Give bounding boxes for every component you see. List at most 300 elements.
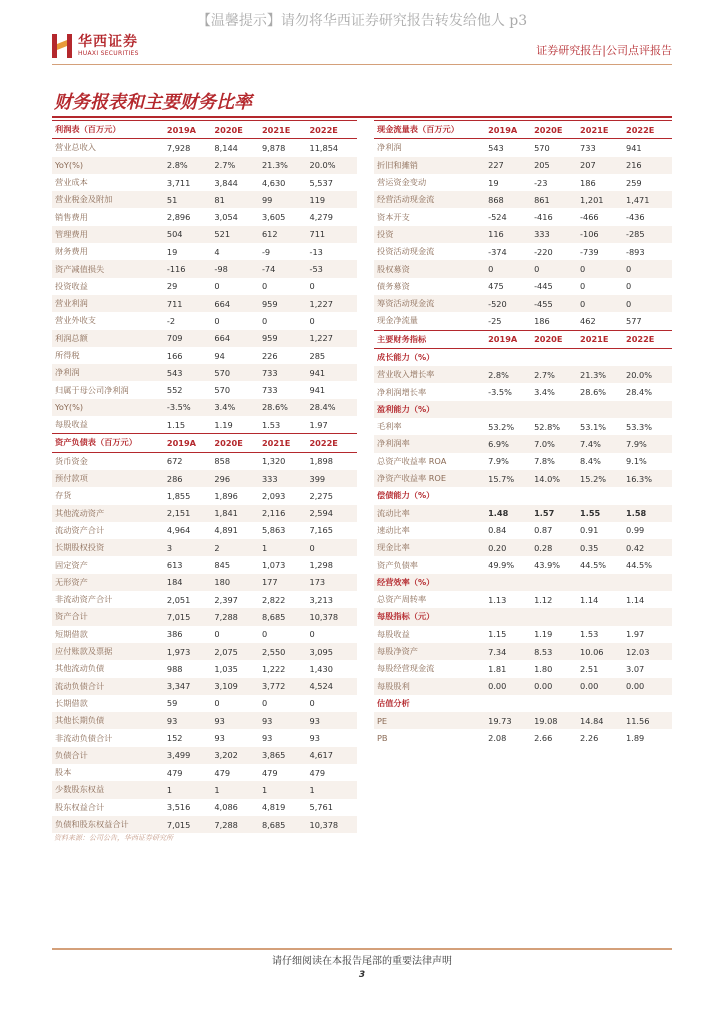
table-row <box>52 608 357 625</box>
table-row <box>52 487 357 504</box>
cell-value: -520 <box>488 298 507 309</box>
cell-value: 1.53 <box>580 629 599 640</box>
cell-value: 1.13 <box>488 594 507 605</box>
cell-value: 94 <box>214 350 225 361</box>
cell-value: 1,898 <box>309 456 333 467</box>
cell-value: 4,630 <box>261 177 286 188</box>
cell-value: 1,073 <box>261 560 286 571</box>
cell-value: 10,378 <box>309 611 339 622</box>
cell-value: -455 <box>534 298 553 309</box>
cell-value: 0.42 <box>626 542 645 553</box>
cell-value: 2,275 <box>309 490 333 501</box>
cell-value: 333 <box>261 473 278 484</box>
row-label: 营业外收支 <box>55 315 96 326</box>
cell-value: 711 <box>309 229 326 240</box>
table-row <box>52 157 357 174</box>
cell-value: 0.20 <box>488 542 507 553</box>
cell-value: 2.8% <box>488 369 509 380</box>
table-row <box>52 781 357 798</box>
row-label: 股权募资 <box>377 263 410 274</box>
cell-value: 1,973 <box>166 646 191 657</box>
cell-value: 988 <box>166 663 183 674</box>
cell-value: 664 <box>214 298 231 309</box>
cell-value: 2 <box>214 542 220 553</box>
cell-value: 227 <box>488 160 504 171</box>
cell-value: 4,891 <box>214 525 238 536</box>
row-label: 净利润率 <box>377 438 410 449</box>
cell-value: 81 <box>214 194 225 205</box>
cell-value: 858 <box>214 456 231 467</box>
row-label: 所得税 <box>55 350 80 360</box>
row-label: 总资产周转率 <box>377 594 427 605</box>
row-label: 折旧和摊销 <box>377 159 418 170</box>
ratio-group-header <box>374 401 672 418</box>
cell-value: 504 <box>166 229 183 240</box>
document-type: 证券研究报告|公司点评报告 <box>536 44 672 57</box>
cell-value: 0 <box>214 629 220 640</box>
cell-value: 1.19 <box>534 629 553 640</box>
cell-value: 1.14 <box>580 594 599 605</box>
financial-ratios-table <box>374 330 672 747</box>
huaxi-logo-icon <box>52 34 72 58</box>
cell-value: 543 <box>166 367 183 378</box>
cell-value: 7.9% <box>488 456 509 467</box>
cell-value: 1,320 <box>261 456 286 467</box>
group-label: 每股指标（元） <box>377 611 435 622</box>
cell-value: 0 <box>626 264 632 275</box>
cell-value: 19 <box>166 246 178 257</box>
cell-value: 44.5% <box>580 560 607 571</box>
cell-value: 3,772 <box>261 681 286 692</box>
cell-value: -416 <box>534 212 553 223</box>
table-row <box>374 295 672 312</box>
cell-value: 0 <box>488 264 494 275</box>
cell-value: 7.0% <box>534 438 555 449</box>
cell-value: 53.3% <box>626 421 653 432</box>
year-header: 2021E <box>580 334 609 345</box>
year-header: 2022E <box>626 124 655 135</box>
cell-value: 99 <box>261 194 273 205</box>
row-label: 短期借款 <box>55 628 88 639</box>
cell-value: 14.0% <box>534 473 561 484</box>
row-label: 长期借款 <box>55 697 88 708</box>
table-row <box>374 174 672 191</box>
row-label: 速动比率 <box>377 524 410 535</box>
cell-value: 0 <box>626 281 632 292</box>
cell-value: 1,298 <box>309 560 333 571</box>
cell-value: 0.35 <box>580 542 599 553</box>
cell-value: 16.3% <box>626 473 653 484</box>
row-label: 非流动资产合计 <box>55 594 113 605</box>
cell-value: -466 <box>580 212 599 223</box>
table-row <box>52 522 357 539</box>
cell-value: 1,227 <box>309 333 333 344</box>
table-row <box>374 312 672 329</box>
cell-value: 8,685 <box>261 611 286 622</box>
cell-value: 21.3% <box>261 160 288 171</box>
cell-value: 21.3% <box>580 369 607 380</box>
table-row <box>52 278 357 295</box>
row-label: 非流动负债合计 <box>55 732 113 743</box>
row-label: 投资 <box>377 228 394 239</box>
group-label: 盈利能力（%） <box>377 403 435 414</box>
cell-value: 0 <box>580 281 586 292</box>
cell-value: 1,471 <box>626 194 650 205</box>
row-label: 资产负债率 <box>377 559 418 570</box>
cell-value: 2.7% <box>214 160 236 171</box>
cell-value: -13 <box>309 246 323 257</box>
cell-value: 1 <box>261 542 268 553</box>
cell-value: 11,854 <box>309 142 339 153</box>
right-column <box>374 120 672 747</box>
table-row <box>52 416 357 433</box>
table-row <box>52 556 357 573</box>
cell-value: -893 <box>626 246 645 257</box>
row-label: 资本开支 <box>377 211 410 222</box>
year-header: 2021E <box>261 437 291 448</box>
cell-value: 4,524 <box>309 681 333 692</box>
cell-value: -98 <box>214 264 228 275</box>
cell-value: 8.53 <box>534 646 553 657</box>
table-header-row <box>374 330 672 349</box>
row-label: 股东权益合计 <box>55 801 105 812</box>
table-row <box>52 208 357 225</box>
table-row <box>52 816 357 833</box>
group-label: 经营效率（%） <box>377 576 435 587</box>
year-header: 2022E <box>626 334 655 345</box>
table-row <box>374 643 672 660</box>
row-label: 经营活动现金流 <box>377 194 435 205</box>
cell-value: 8,685 <box>261 819 286 830</box>
table-row <box>52 226 357 243</box>
cell-value: 3 <box>166 542 173 553</box>
row-label: YoY(%) <box>55 402 84 413</box>
ratio-group-header <box>374 487 672 504</box>
cell-value: 93 <box>309 733 320 744</box>
balance-sheet-table <box>52 433 357 833</box>
cell-value: 1.19 <box>214 419 233 430</box>
section-title: 财务报表和主要财务比率 <box>54 92 252 113</box>
year-header: 2022E <box>309 437 338 448</box>
cell-value: 216 <box>626 160 642 171</box>
cell-value: 959 <box>261 298 278 309</box>
row-label: 净利润增长率 <box>377 386 427 397</box>
table-row <box>52 626 357 643</box>
table-row <box>52 312 357 329</box>
row-label: 营业收入增长率 <box>377 369 435 380</box>
page-number: 3 <box>358 970 366 980</box>
cell-value: 3,844 <box>214 177 238 188</box>
table-row <box>52 260 357 277</box>
row-label: 其他长期负债 <box>55 715 105 726</box>
cell-value: 8.4% <box>580 456 601 467</box>
cell-value: 0.00 <box>534 681 553 692</box>
year-header: 2020E <box>534 124 563 135</box>
cell-value: 3,095 <box>309 646 333 657</box>
cell-value: 44.5% <box>626 560 653 571</box>
cell-value: 333 <box>534 229 550 240</box>
year-header: 2020E <box>534 334 563 345</box>
cell-value: -106 <box>580 229 599 240</box>
row-label: PB <box>377 733 388 744</box>
cell-value: 20.0% <box>626 369 653 380</box>
table-row <box>52 191 357 208</box>
table-row <box>374 226 672 243</box>
row-label: 净利润 <box>55 367 80 378</box>
cell-value: 672 <box>166 456 183 467</box>
cell-value: -74 <box>261 264 276 275</box>
year-header: 2019A <box>488 124 518 135</box>
cell-value: 2.66 <box>534 733 553 744</box>
row-label: 毛利率 <box>377 421 402 432</box>
cell-value: 7.8% <box>534 456 555 467</box>
cell-value: -285 <box>626 229 645 240</box>
cell-value: 3,711 <box>166 177 191 188</box>
cell-value: 4,964 <box>166 525 191 536</box>
cell-value: 10,378 <box>309 819 339 830</box>
cell-value: 1,896 <box>214 490 238 501</box>
row-label: 投资收益 <box>55 280 88 291</box>
cell-value: 15.2% <box>580 473 607 484</box>
cell-value: 1.14 <box>626 594 645 605</box>
row-label: 流动资产合计 <box>55 524 105 535</box>
cell-value: 3,865 <box>261 750 286 761</box>
table-row <box>374 260 672 277</box>
cell-value: 1.48 <box>488 508 509 519</box>
row-label: 现金净流量 <box>377 315 418 326</box>
table-row <box>52 539 357 556</box>
cell-value: 2,896 <box>166 212 191 223</box>
row-label: 资产减值损失 <box>55 263 105 274</box>
cell-value: 177 <box>261 577 278 588</box>
cell-value: 1.15 <box>166 419 186 430</box>
row-label: 长期股权投资 <box>55 542 105 553</box>
cell-value: 1.55 <box>580 508 601 519</box>
cell-value: 941 <box>626 142 642 153</box>
cell-value: 1.97 <box>309 419 328 430</box>
cell-value: 49.9% <box>488 560 515 571</box>
table-row <box>52 712 357 729</box>
cell-value: 43.9% <box>534 560 561 571</box>
cell-value: 709 <box>166 333 183 344</box>
cell-value: -220 <box>534 246 553 257</box>
cell-value: 0 <box>534 264 540 275</box>
cell-value: 93 <box>261 715 273 726</box>
group-label: 成长能力（%） <box>377 352 435 362</box>
cell-value: 613 <box>166 560 183 571</box>
cell-value: -3.5% <box>166 402 191 413</box>
cell-value: 570 <box>214 367 231 378</box>
cell-value: 285 <box>309 350 326 361</box>
row-label: 其他流动负债 <box>55 663 105 674</box>
cell-value: 1,841 <box>214 508 238 519</box>
cell-value: 570 <box>534 142 550 153</box>
cell-value: 543 <box>488 142 504 153</box>
cell-value: 59 <box>166 698 178 709</box>
cell-value: 2,075 <box>214 646 238 657</box>
cell-value: 1 <box>261 784 268 795</box>
table-row <box>374 243 672 260</box>
year-header: 2020E <box>214 437 243 448</box>
cell-value: 3,605 <box>261 212 286 223</box>
cell-value: 941 <box>309 367 326 378</box>
cell-value: 0 <box>214 698 220 709</box>
table-row <box>52 695 357 712</box>
cell-value: 733 <box>261 385 278 396</box>
cell-value: 0 <box>261 315 268 326</box>
cell-value: 259 <box>626 177 642 188</box>
row-label: 利润总额 <box>55 332 88 343</box>
cell-value: 1,201 <box>580 194 604 205</box>
row-label: 少数股东权益 <box>55 784 105 795</box>
table-row <box>52 139 357 156</box>
cell-value: 0 <box>261 281 268 292</box>
cell-value: 4 <box>214 246 220 257</box>
cell-value: 479 <box>261 767 278 778</box>
cell-value: 1,222 <box>261 663 286 674</box>
row-label: 营业成本 <box>55 177 88 188</box>
cell-value: 3.4% <box>214 402 236 413</box>
cell-value: 7,015 <box>166 611 191 622</box>
table-row <box>374 539 672 556</box>
cell-value: 2,051 <box>166 594 191 605</box>
left-column <box>52 120 357 833</box>
table-row <box>52 347 357 364</box>
cell-value: 0.00 <box>626 681 645 692</box>
table-row <box>52 505 357 522</box>
cell-value: 1,855 <box>166 490 191 501</box>
cell-value: 28.6% <box>261 402 288 413</box>
cell-value: 733 <box>580 142 596 153</box>
cell-value: 8,144 <box>214 142 238 153</box>
year-header: 2019A <box>166 437 197 448</box>
row-label: 净资产收益率 ROE <box>377 473 447 484</box>
cell-value: 479 <box>166 767 183 778</box>
group-label: 估值分析 <box>377 697 410 708</box>
cell-value: 0 <box>309 281 315 292</box>
cell-value: 462 <box>580 315 596 326</box>
row-label: 投资活动现金流 <box>377 246 435 257</box>
cell-value: 4,279 <box>309 212 333 223</box>
cell-value: 53.2% <box>488 421 515 432</box>
cell-value: 1 <box>166 784 173 795</box>
cell-value: 10.06 <box>580 646 604 657</box>
cell-value: 1,035 <box>214 663 238 674</box>
cell-value: 664 <box>214 333 231 344</box>
cell-value: 3,213 <box>309 594 333 605</box>
cell-value: 2,093 <box>261 490 286 501</box>
row-label: 债务募资 <box>377 280 410 291</box>
cell-value: 9.1% <box>626 456 647 467</box>
cell-value: 3,516 <box>166 802 191 813</box>
row-label: 净利润 <box>377 142 402 153</box>
cell-value: 2,116 <box>261 508 286 519</box>
cell-value: 93 <box>214 715 225 726</box>
table-title: 现金流量表（百万元） <box>377 124 459 135</box>
table-row <box>374 366 672 383</box>
cell-value: 9,878 <box>261 142 286 153</box>
cell-value: 0.00 <box>580 681 599 692</box>
cell-value: 119 <box>309 194 326 205</box>
cell-value: 0 <box>214 281 220 292</box>
table-row <box>374 470 672 487</box>
cell-value: 7.34 <box>488 646 507 657</box>
cell-value: 28.4% <box>626 387 653 398</box>
cell-value: -2 <box>166 315 176 326</box>
cell-value: 1.15 <box>488 629 507 640</box>
table-header-row <box>374 120 672 139</box>
cell-value: 711 <box>166 298 183 309</box>
cell-value: 2.08 <box>488 733 507 744</box>
table-row <box>374 626 672 643</box>
cell-value: 7,015 <box>166 819 191 830</box>
cell-value: 0 <box>309 542 315 553</box>
brand-name-en: HUAXI SECURITIES <box>78 50 139 57</box>
cell-value: 7,928 <box>166 142 191 153</box>
cell-value: 577 <box>626 315 642 326</box>
cell-value: 173 <box>309 577 326 588</box>
cell-value: 3,054 <box>214 212 238 223</box>
cell-value: 2.8% <box>166 160 188 171</box>
cell-value: 20.0% <box>309 160 336 171</box>
cell-value: 0 <box>309 698 315 709</box>
table-row <box>374 729 672 746</box>
cell-value: 1.53 <box>261 419 281 430</box>
cell-value: 1,430 <box>309 663 333 674</box>
row-label: 归属于母公司净利润 <box>55 384 129 395</box>
cell-value: 52.8% <box>534 421 561 432</box>
cell-value: 3,347 <box>166 681 191 692</box>
cell-value: 0.87 <box>534 525 553 536</box>
cell-value: 2,594 <box>309 508 333 519</box>
table-row <box>374 505 672 522</box>
row-label: 流动负债合计 <box>55 680 105 691</box>
row-label: YoY(%) <box>55 160 84 171</box>
table-row <box>374 660 672 677</box>
cell-value: 475 <box>488 281 504 292</box>
cell-value: 11.56 <box>626 715 650 726</box>
cell-value: 552 <box>166 385 183 396</box>
table-row <box>52 295 357 312</box>
row-label: 营业税金及附加 <box>55 194 113 205</box>
cell-value: 2.7% <box>534 369 555 380</box>
cell-value: 7,165 <box>309 525 333 536</box>
cell-value: 1.80 <box>534 663 553 674</box>
table-row <box>374 712 672 729</box>
row-label: 预付款项 <box>55 473 88 484</box>
table-row <box>52 591 357 608</box>
row-label: PE <box>377 715 388 726</box>
brand-name-cn: 华西证券 <box>78 34 138 50</box>
cell-value: 0.91 <box>580 525 599 536</box>
cell-value: 93 <box>309 715 320 726</box>
row-label: 财务费用 <box>55 246 88 257</box>
cell-value: 207 <box>580 160 596 171</box>
cell-value: 845 <box>214 560 231 571</box>
cell-value: 2,550 <box>261 646 286 657</box>
table-row <box>52 747 357 764</box>
cell-value: 3,109 <box>214 681 238 692</box>
cell-value: 28.4% <box>309 402 336 413</box>
cell-value: 2,151 <box>166 508 191 519</box>
table-row <box>374 208 672 225</box>
cell-value: 186 <box>534 315 550 326</box>
row-label: 销售费用 <box>55 211 88 222</box>
cell-value: 3,202 <box>214 750 238 761</box>
group-label: 偿债能力（%） <box>377 490 435 501</box>
cell-value: 93 <box>261 733 273 744</box>
table-row <box>374 157 672 174</box>
